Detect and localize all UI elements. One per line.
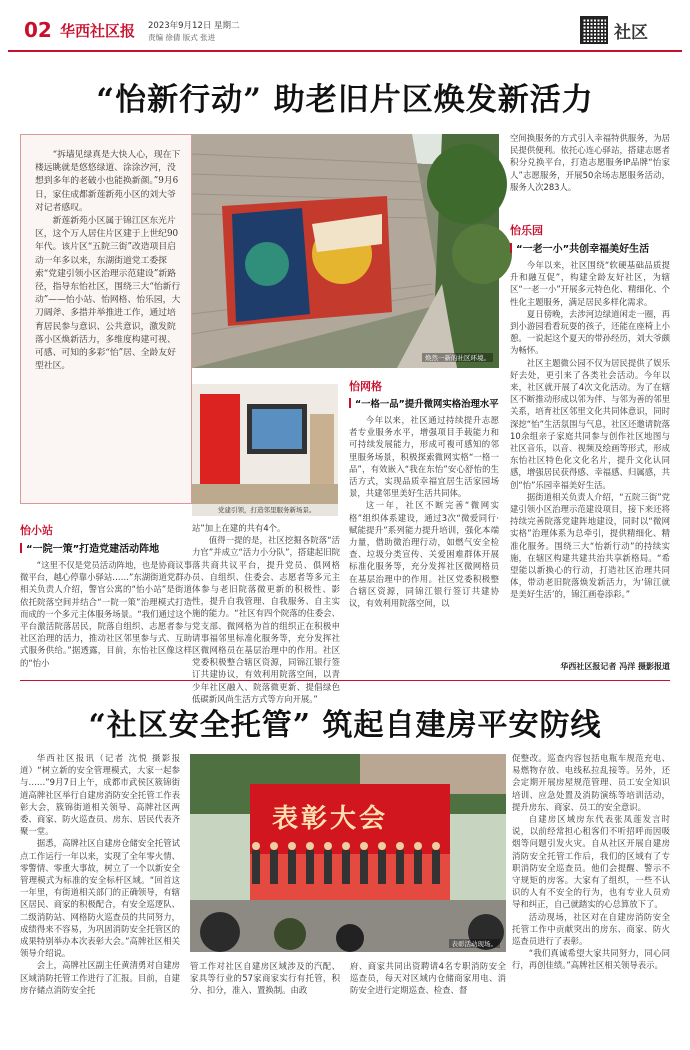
banner-title: 表彰大会 [272,804,389,834]
section-body: 今年以来，社区通过持续提升志愿者专业服务水平，增强项目手载能力和可持续发展能力，形成可複可感知的邻里服务场景，积极探索微网实格“一格一品”，有效嵌入“我在东怡”安心舒怡的生活方式，实现品质幸福宜居生活家园场景，共建邻里美好生活共同体。 这一年，社区不断完善“微网实格”组织体系建设，通过3次“微爱同行·赋能提升”系列能力提升培训，强化本端力量，借助微治理行动，如燃气安全检查、垃圾分类宣传、关爱困难群体开展标准化服务等，充分发挥社区微网格员在基层治理中的作用。社区党委积极整合辖区资源，同锦江银行签订共建协议，有效利用院落空间，以 [349,415,499,609]
section-yixiaozhan [20,522,192,687]
intro-paragraph: 新莲新苑小区属于锦江区东光片区，这个万人居住片区建于上世纪90年代。该片区“五院三街”改造项目启动一年多以来，东湖街道党工委探索“党建引领小区治理示范建设”新路径，指导东怡社区，围绕三大“怡新行动”——怡小站、怡网格、怡乐园，大刀阔斧、多措并举推进工作，通过培育居民参与意识、公共意识，激发院落小区焕新活力，多维度构建可视、可感、可知的多彩“怡”居、全龄友好型社区。 [35,216,181,372]
article1-column4-top: 空间换服务的方式引入幸福特供服务，为居民提供便利。依托心连心驿站，搭建志愿者积分兑换平台，打造志愿服务IP品牌“怡家人”志愿服务，开展50余场志愿服务活动，服务人次283人。 [510,133,670,192]
section-subtitle: “一院一策”打造党建活动阵地 [20,540,192,555]
section-body: 今年以来，社区围绕“软硬基础品质提升和融互促”，构建全龄友好社区，为辖区“一老一小”开展多元特色化、精细化、个性化主题服务，满足居民多样化需求。 夏日傍晚，去涉河边绿道闲走一圈，再到小游园看看玩耍的孩子，还能在座椅上小憩。一说起这个夏天的带孙经历，刘大爷颇为畅怀。 社区主题微公园不仅为居民提供了娱乐好去处，更引来了各类社会活动。今年以来，社区就开展了4次文化活动。为了在辖区不断推动形成以邻为伴、与邻为善的邻里关系，培育社区邻里文化共同体意识，同时深挖“怡”生活氛围与气息，社区还邀请院落10余组亲子家庭共同参与创作社区地图与社区音乐，以音、视频及绘画等形式，形成东怡社区特色化文化名片，提升文化认同感，增强居民获得感、幸福感、归属感，共创“怡”乐园幸福美好生活。 据街道相关负责人介绍，“五院三街”党建引领小区治理示范建设项目，接下来还将持续完善院落党建阵地建设，同时以“微网实格”治理体系为总牵引，提供精细化、精准化服务。围绕三大“怡新行动”的持续实施，在辖区构建共建共治共享新格局。“希望能以新换心的行动，打造社区治理共同体，带动老旧院落焕发新活力，为‘锦江就是美好生活’的，锦江画卷添彩。” [510,260,670,600]
section-subtitle: “一格一品”提升微网实格治理水平 [349,396,499,410]
section-yiwangge [349,378,499,676]
intro-box [20,134,192,504]
article2-column1: 华西社区报讯（记者 沈悦 摄影报道）“树立新的安全管理模式，大家一起参与……”9月7日上午，成都市武侯区簇锦街道高牌社区举行自建房消防安全托管工作表彰大会，簇锦街道相关领导、高牌社区两委、商家、防火巡查员、房东、居民代表齐聚一堂。 据悉，高牌社区自建房仓储安全托管试点工作运行一年以来，实现了全年零火情、零警情、零重大事故，树立了一个以新安全管理模式为标准的安全标杆区域。“回首这一年里，有街道相关部门的正确领导，有辖区居民、商家的积极配合，有安全巡逻队、二级消防站、网格防火巡查员的共同努力，成绩得来不容易，为巩固消防安全托管区的成果特别举办本次表彰大会。”高牌社区相关领导介绍说。 会上，高牌社区副主任黄清勇对自建房区域消防托管工作进行了汇报。目前，自建房存储点消防安全托 [20,753,180,995]
section-subtitle: “一老一小”共创幸福美好生活 [510,240,670,255]
article2-title: “社区安全托管” 筑起自建房平安防线 [88,708,602,743]
paper-name: 华西社区报 [60,22,136,40]
issue-editors: 责编 徐倩 版式 张进 [148,33,216,42]
section-tag: 怡小站 [20,524,53,537]
article-divider [20,680,670,681]
article2-column4: 促整改。巡查内容包括电瓶车规范充电、易燃物存放、电线私拉乱接等。另外，还会定期开展房屋规范管理、员工安全知识培训、应急处置及消防演练等培训活动，提升房东、商家、员工的安全意识。 自建房区域房东代表张凤莲发言时说，以前经常担心租客们不听招呼而因吸烟等问题引发火灾。自从社区开展自建房消防安全托管工作后，我们的区域有了专职消防安全巡查员。他们会提醒、警示不守规矩的房客。大家有了组织，一些不认识的人有不安全的行为，也有专业人员劝导和纠正，自己就踏实的心总算放下了。 活动现场，社区对在自建房消防安全托管工作中贡献突出的房东、商家、防火巡查员进行了表彰。 “我们真诚希望大家共同努力，同心同行，再创佳绩。”高牌社区相关领导表示。 [512,753,670,971]
section-tag: 怡乐园 [510,224,543,237]
page-header [8,6,682,54]
article2-column2-bottom: 管工作对社区自建房区域涉及的汽配、家具等行业的57家商家实行有托管，积分、扣分，准入、置换制。由政 [190,961,340,996]
photo-caption: 焕然一新的社区环境。 [422,353,493,362]
award-ceremony-photo [190,754,506,952]
qr-code-icon [580,16,608,44]
section-body: “这里不仅是党员活动阵地，也是协商议事微平台，越心停靠小驿站……”东湖街道党群办相关负责人介绍，警官公寓的“怡小站”是街道依托院落空间并结合“一院一策”治理模式打造而成的一个多元主体服务场景。“我们通过这个平台激活院落居民，院落自组织、志愿者参与社区治理的活力，推动社区邻里参与式、互助式服务供给。”据透露，目前，东怡社区像这样的“怡小 [20,560,192,668]
byline: 华西社区报记者 冯洋 摄影报道 [560,662,670,671]
section-name: 社区 [614,23,648,43]
section-yileyuan [510,222,670,672]
street-mural-photo [192,134,499,368]
interior-photo [192,384,338,516]
section-tag: 怡网格 [349,380,382,393]
article1-title: “怡新行动” 助老旧片区焕发新活力 [96,82,594,118]
intro-paragraph: “拆墙见绿真是大快人心，现在下楼远眺就是悠悠绿道、涂涂汐河，没想到多年的老破小也能换新颜。”9月6日，家住成都新莲新苑小区的刘大爷对记者感叹。 [35,150,181,213]
header-rule [8,50,682,52]
article2-column3-bottom: 府、商家共同出资聘请4名专职消防安全巡查员，每天对区域内仓储商家用电、消防安全进行定期巡查、检查、督 [350,961,506,996]
photo-caption: 党建引领，打造邻里服务新场景。 [218,506,316,514]
issue-date: 2023年9月12日 星期二 [148,21,240,31]
article1-column2: 站”加上在建的共有4个。 值得一提的是，社区挖掘各院落“活力官”并成立“活力小分队”，搭建起旧院落共商共议平台，提升党员、俱网格员、自组织、住委会、志愿者等多元主体参与老旧院落微更新的积极性、影性，提升自我管理、自我服务、自主实施的能力。“社区有四个院落的住委会、党支部、微网格为首的组织正在积极申请事福邻里标准化服务等，充分发挥社区微网格员在基层治理中的作用。社区党委积极整合辖区资源，同锦江银行签订共建协议，有效利用院落空间，以青少年社区融入、院落微更新、提倡绿色低碳新风尚生活方式等方向开展。” [192,523,340,704]
photo-caption: 表彰活动现场。 [449,939,501,948]
page-number: 02 [24,18,52,42]
